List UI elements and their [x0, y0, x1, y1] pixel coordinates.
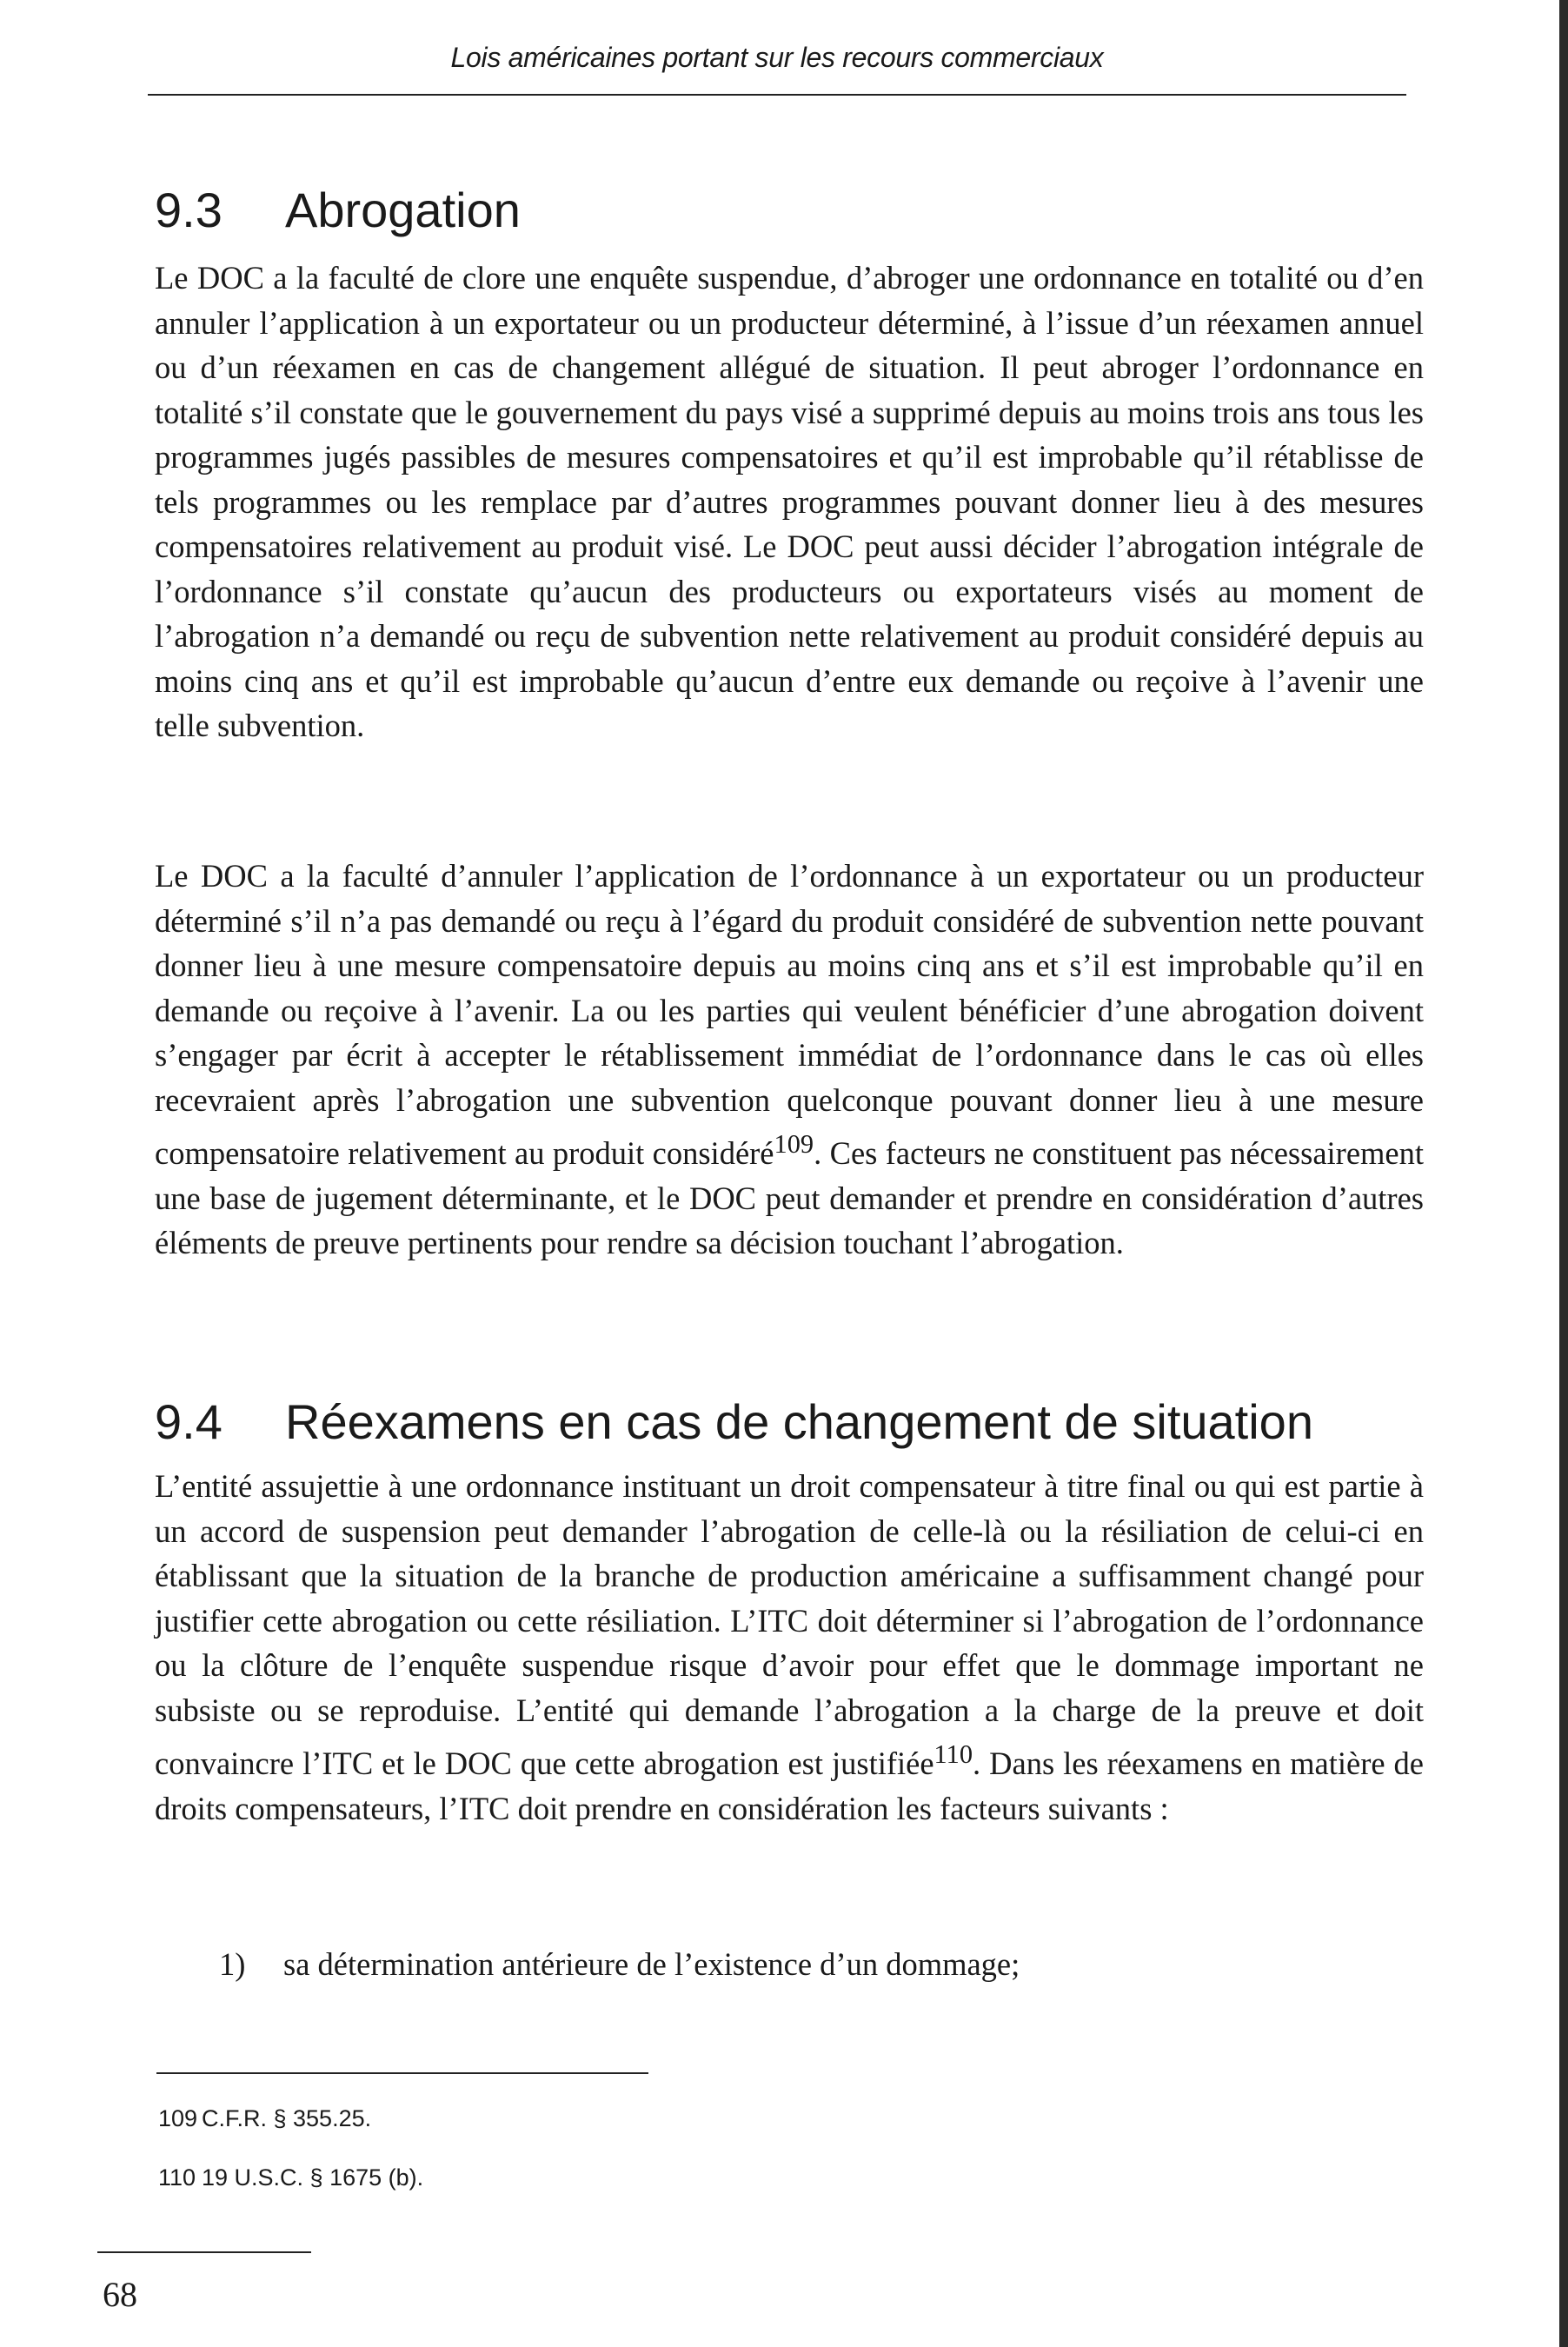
- list-item: [219, 1942, 1419, 1987]
- section-heading-9-3: [155, 183, 521, 238]
- page-number-rule: [97, 2251, 311, 2253]
- page-number: 68: [103, 2275, 137, 2314]
- scan-edge: [1559, 0, 1568, 2347]
- section-heading-9-4: [155, 1394, 1313, 1450]
- paragraph-text-tail: . Ces facteurs ne constituent pas nécessairement une base de jugement déterminante, et le DOC peut demander et prendre en considération d’autres éléments de preuve pertinents pour rendre sa décision touchant l’abrogation.: [155, 1135, 1425, 1261]
- footnote-reference[interactable]: 110: [933, 1739, 973, 1769]
- section-title: Abrogation: [285, 183, 521, 237]
- paragraph-text-tail: . Dans les réexamens en matière de droits compensateurs, l’ITC doit prendre en considération les facteurs suivants :: [155, 1745, 1424, 1826]
- list-marker: 1): [219, 1946, 246, 1982]
- footnote-110: [158, 2163, 423, 2192]
- footnote-number: 109: [158, 2105, 198, 2131]
- footnote-number: 110: [158, 2164, 196, 2191]
- paragraph-reexamens: [155, 1464, 1424, 1831]
- footnote-reference[interactable]: 109: [774, 1129, 814, 1159]
- section-title: Réexamens en cas de changement de situation: [285, 1394, 1313, 1449]
- header-rule: [148, 94, 1406, 96]
- footnote-text: 19 U.S.C. § 1675 (b).: [202, 2164, 424, 2191]
- paragraph-text: L’entité assujettie à une ordonnance instituant un droit compensateur à titre final ou qui est partie à un accord de suspension peut demander l’abrogation de celle-là ou la résiliation de celui-ci en établissant que la situation de la branche de production américaine a suffisamment changé pour justifier cette abrogation ou cette résiliation. L’ITC doit déterminer si l’abrogation de l’ordonnance ou la clôture de l’enquête suspendue risque d’avoir pour effet que le dommage important ne subsiste ou se reproduise. L’entité qui demande l’abrogation a la charge de la preuve et doit convaincre l’ITC et le DOC que cette abrogation est justifiée: [155, 1468, 1424, 1782]
- footnote-109: [158, 2104, 371, 2133]
- paragraph-text: Le DOC a la faculté d’annuler l’application de l’ordonnance à un exportateur ou un producteur déterminé s’il n’a pas demandé ou reçu à l’égard du produit considéré de subvention nette pouvant donner lieu à une mesure compensatoire depuis au moins cinq ans et s’il est improbable qu’il en demande ou reçoive à l’avenir. La ou les parties qui veulent bénéficier d’une abrogation doivent s’engager par écrit à accepter le rétablissement immédiat de l’ordonnance dans le cas où elles recevraient après l’abrogation une subvention quelconque pouvant donner lieu à une mesure compensatoire relativement au produit considéré: [155, 858, 1424, 1172]
- paragraph-abrogation-2: [155, 854, 1424, 1266]
- paragraph-abrogation-1: Le DOC a la faculté de clore une enquête suspendue, d’abroger une ordonnance en totalité ou d’en annuler l’application à un exportateur ou un producteur déterminé, à l’issue d’un réexamen annuel ou d’un réexamen en cas de changement allégué de situation. Il peut abroger l’ordonnance en totalité s’il constate que le gouvernement du pays visé a supprimé depuis au moins trois ans tous les programmes jugés passibles de mesures compensatoires et qu’il est improbable qu’il rétablisse de tels programmes ou les remplace par d’autres programmes pouvant donner lieu à des mesures compensatoires relativement au produit visé. Le DOC peut aussi décider l’abrogation intégrale de l’ordonnance s’il constate qu’aucun des producteurs ou exportateurs visés au moment de l’abrogation n’a demandé ou reçu de subvention nette relativement au produit considéré depuis au moins cinq ans et qu’il est improbable qu’aucun d’entre eux demande ou reçoive à l’avenir une telle subvention.: [155, 260, 1424, 743]
- section-number: 9.4: [155, 1394, 223, 1449]
- footnote-text: C.F.R. § 355.25.: [202, 2105, 372, 2131]
- section-number: 9.3: [155, 183, 223, 237]
- list-item-text: sa détermination antérieure de l’existence d’un dommage;: [283, 1946, 1020, 1982]
- running-header: Lois américaines portant sur les recours commerciaux: [450, 42, 1104, 73]
- footnote-rule: [156, 2072, 648, 2074]
